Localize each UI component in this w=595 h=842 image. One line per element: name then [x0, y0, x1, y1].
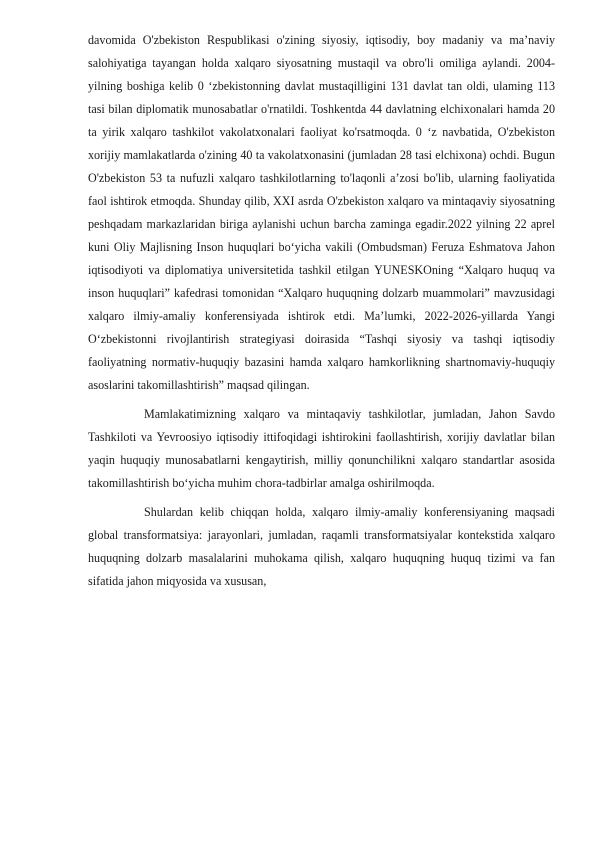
paragraph-3: Shulardan kelib chiqqan holda, xalqaro ilmiy-amaliy konferensiyaning maqsadi global transformatsiya: jarayonlari, jumladan, raqamli transformatsiyalar kontekstida xalqaro huquqning dolzarb masalalarini muhokama qilish, xalqaro huquqning huquq tizimi va fan sifatida jahon miqyosida va xususan, [88, 505, 555, 588]
paragraph-1: davomida O'zbekiston Respublikasi o'zining siyosiy, iqtisodiy, boy madaniy va ma’naviy salohiyatiga tayangan holda xalqaro siyosatning mustaqil va obro'li omiliga aylandi. 2004-yilning boshiga kelib 0 ‘zbekistonning davlat mustaqilligini 131 davlat tan oldi, ulaming 113 tasi bilan diplomatik munosabatlar o'rnatildi. Toshkentda 44 davlatning elchixonalari hamda 20 ta yirik xalqaro tashkilot vakolatxonalari faoliyat ko'rsatmoqda. 0 ‘z navbatida, O'zbekiston xorijiy mamlakatlarda o'zining 40 ta vakolatxonasini (jumladan 28 tasi elchixona) ochdi. Bugun O'zbekiston 53 ta nufuzli xalqaro tashkilotlarning to'laqonli a’zosi bo'lib, ularning faoliyatida faol ishtirok etmoqda. Shunday qilib, XXI asrda O'zbekiston xalqaro va mintaqaviy siyosatning peshqadam markazlaridan biriga aylanishi uchun barcha zaminga egadir.2022 yilning 22 aprel kuni Oliy Majlisning Inson huquqlari bo‘yicha vakili (Ombudsman) Feruza Eshmatova Jahon iqtisodiyoti va diplomatiya universitetida tashkil etilgan YUNESKOning “Xalqaro huquq va inson huquqlari” kafedrasi tomonidan “Xalqaro huquqning dolzarb muammolari” mavzusidagi xalqaro ilmiy-amaliy konferensiyada ishtirok etdi. Ma’lumki, 2022-2026-yillarda Yangi O‘zbekistonni rivojlantirish strategiyasi doirasida “Tashqi siyosiy va tashqi iqtisodiy faoliyatning normativ-huquqiy bazasini hamda xalqaro hamkorlikning shartnomaviy-huquqiy asoslarini takomillashtirish” maqsad qilingan. [88, 33, 555, 392]
document-text [88, 29, 555, 593]
paragraph-2: Mamlakatimizning xalqaro va mintaqaviy tashkilotlar, jumladan, Jahon Savdo Tashkiloti va Yevroosiyo iqtisodiy ittifoqidagi ishtirokini faollashtirish, xorijiy davlatlar bilan yaqin huquqiy munosabatlarni kengaytirish, milliy qonunchilikni xalqaro standartlar asosida takomillashtirish bo‘yicha muhim chora-tadbirlar amalga oshirilmoqda. [88, 407, 555, 490]
